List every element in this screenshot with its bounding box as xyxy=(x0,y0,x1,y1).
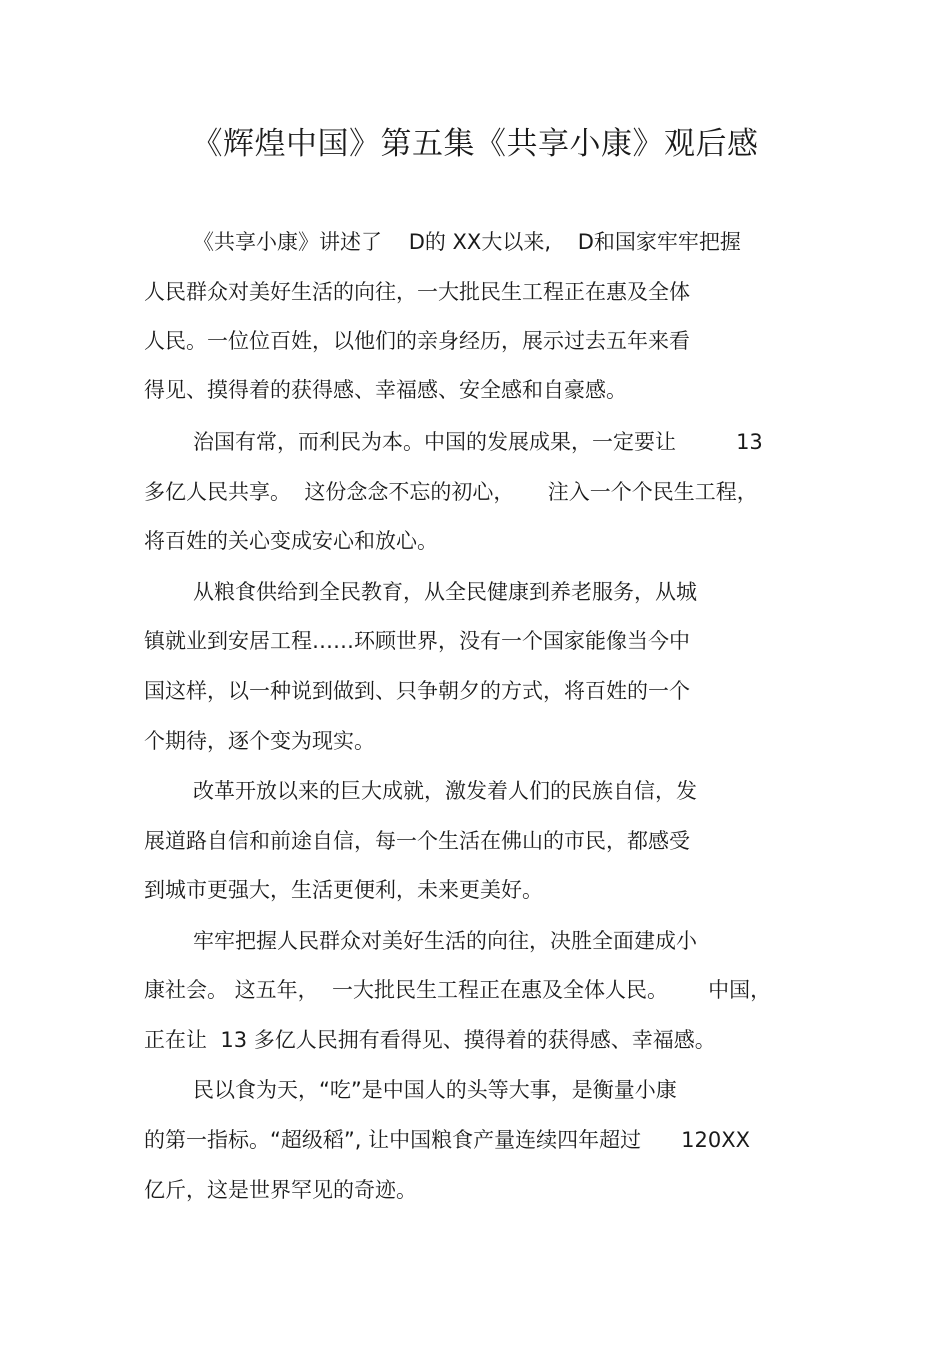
paragraph-2-line-2: 多亿人民共享。 这份念念不忘的初心， 注入一个个民生工程， xyxy=(144,480,758,504)
paragraph-5-line-1: 牢牢把握人民群众对美好生活的向往，决胜全面建成小 xyxy=(193,929,697,953)
paragraph-1-line-1: 《共享小康》讲述了 D的 XX大以来, D和国家牢牢把握 xyxy=(193,230,741,254)
paragraph-3-line-1: 从粮食供给到全民教育，从全民健康到养老服务，从城 xyxy=(193,580,697,604)
paragraph-1-line-3: 人民。一位位百姓，以他们的亲身经历，展示过去五年来看 xyxy=(144,329,690,353)
paragraph-5-line-2: 康社会。 这五年， 一大批民生工程正在惠及全体人民。 中国， xyxy=(144,978,772,1002)
paragraph-6-line-2: 的第一指标。“超级稻”, 让中国粮食产量连续四年超过 120XX xyxy=(144,1128,751,1152)
paragraph-6-line-3: 亿斤，这是世界罕见的奇迹。 xyxy=(144,1178,417,1202)
paragraph-6-line-1: 民以食为天，“吃”是中国人的头等大事，是衡量小康 xyxy=(193,1078,677,1102)
paragraph-2-line-3: 将百姓的关心变成安心和放心。 xyxy=(144,529,438,553)
paragraph-1-line-4: 得见、摸得着的获得感、幸福感、安全感和自豪感。 xyxy=(144,378,627,402)
paragraph-4-line-3: 到城市更强大，生活更便利，未来更美好。 xyxy=(144,878,543,902)
paragraph-3-line-4: 个期待，逐个变为现实。 xyxy=(144,729,375,753)
document-title: 《辉煌中国》第五集《共享小康》观后感 xyxy=(191,126,759,162)
paragraph-4-line-2: 展道路自信和前途自信，每一个生活在佛山的市民，都感受 xyxy=(144,829,690,853)
paragraph-1-line-2: 人民群众对美好生活的向往，一大批民生工程正在惠及全体 xyxy=(144,280,690,304)
paragraph-3-line-2: 镇就业到安居工程……环顾世界，没有一个国家能像当今中 xyxy=(144,629,690,653)
paragraph-5-line-3: 正在让 13 多亿人民拥有看得见、摸得着的获得感、幸福感。 xyxy=(144,1028,716,1052)
paragraph-3-line-3: 国这样，以一种说到做到、只争朝夕的方式，将百姓的一个 xyxy=(144,679,690,703)
paragraph-4-line-1: 改革开放以来的巨大成就，激发着人们的民族自信，发 xyxy=(193,779,697,803)
paragraph-2-line-1: 治国有常，而利民为本。中国的发展成果，一定要让 13 xyxy=(193,430,763,454)
